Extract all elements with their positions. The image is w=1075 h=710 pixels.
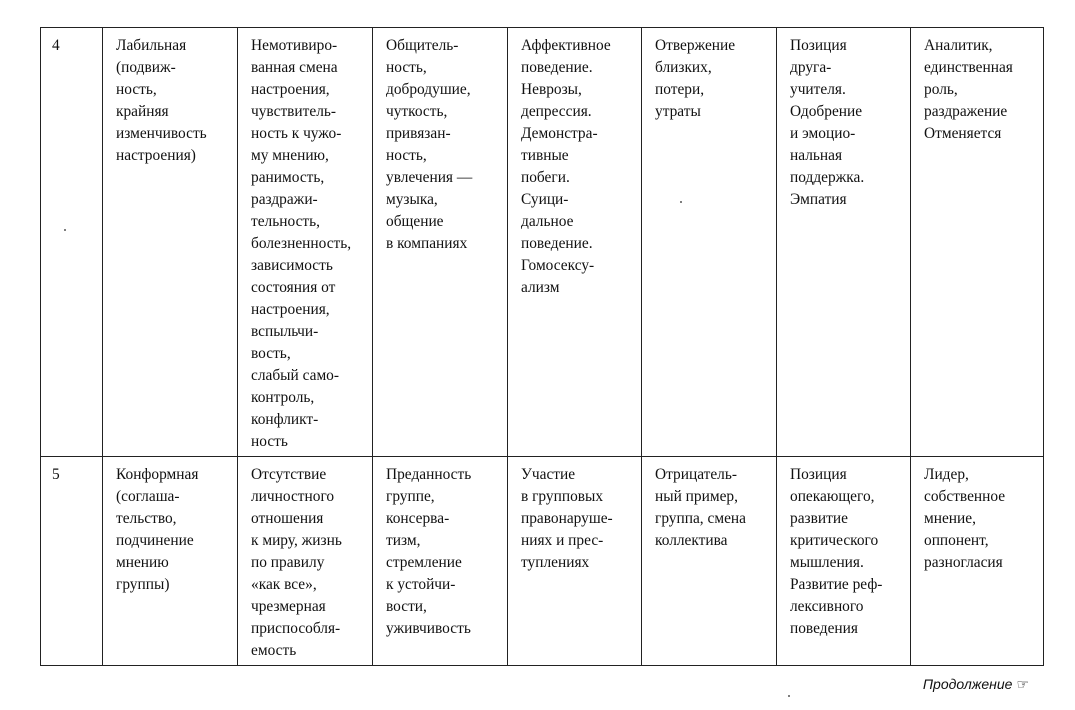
accentuation-type-cell: Конформная (соглаша- тельство, подчинение мнению группы): [103, 457, 238, 666]
scan-speck: [64, 229, 66, 231]
strengths-cell: Общитель- ность, добродушие, чуткость, привязан- ность, увлечения — музыка, общение в компаниях: [373, 28, 508, 457]
pointing-hand-icon: ☞: [1016, 676, 1029, 692]
accentuation-type-cell: Лабильная (подвиж- ность, крайняя изменчивость настроения): [103, 28, 238, 457]
risks-cell: Аффективное поведение. Неврозы, депрессия. Демонстра- тивные побеги. Суици- дальное поведение. Гомосексу- ализм: [508, 28, 642, 457]
continuation-note: [923, 676, 1029, 693]
risks-cell: Участие в групповых правонаруше- ниях и прес- туплениях: [508, 457, 642, 666]
table-row: [41, 28, 1044, 457]
roles-cell: Лидер, собственное мнение, оппонент, разногласия: [911, 457, 1044, 666]
approach-cell: Позиция опекающего, развитие критического мышления. Развитие реф- лексивного поведения: [777, 457, 911, 666]
triggers-cell: Отрицатель- ный пример, группа, смена коллектива: [642, 457, 777, 666]
scan-speck: [680, 201, 682, 203]
row-number: 4: [41, 28, 103, 457]
triggers-cell: Отвержение близких, потери, утраты: [642, 28, 777, 457]
table-row: [41, 457, 1044, 666]
approach-cell: Позиция друга- учителя. Одобрение и эмоцио- нальная поддержка. Эмпатия: [777, 28, 911, 457]
continuation-label: Продолжение: [922, 676, 1013, 692]
features-cell: Отсутствие личностного отношения к миру, жизнь по правилу «как все», чрезмерная приспособля- емость: [238, 457, 373, 666]
features-cell: Немотивиро- ванная смена настроения, чувствитель- ность к чужо- му мнению, ранимость, раздражи- тельность, болезненность, зависимость состояния от настроения, вспыльчи- вость, слабый само- контроль, конфликт- ность: [238, 28, 373, 457]
strengths-cell: Преданность группе, консерва- тизм, стремление к устойчи- вости, уживчивость: [373, 457, 508, 666]
scan-speck: [788, 695, 790, 697]
typology-table: [40, 27, 1044, 666]
row-number: 5: [41, 457, 103, 666]
roles-cell: Аналитик, единственная роль, раздражение Отменяется: [911, 28, 1044, 457]
